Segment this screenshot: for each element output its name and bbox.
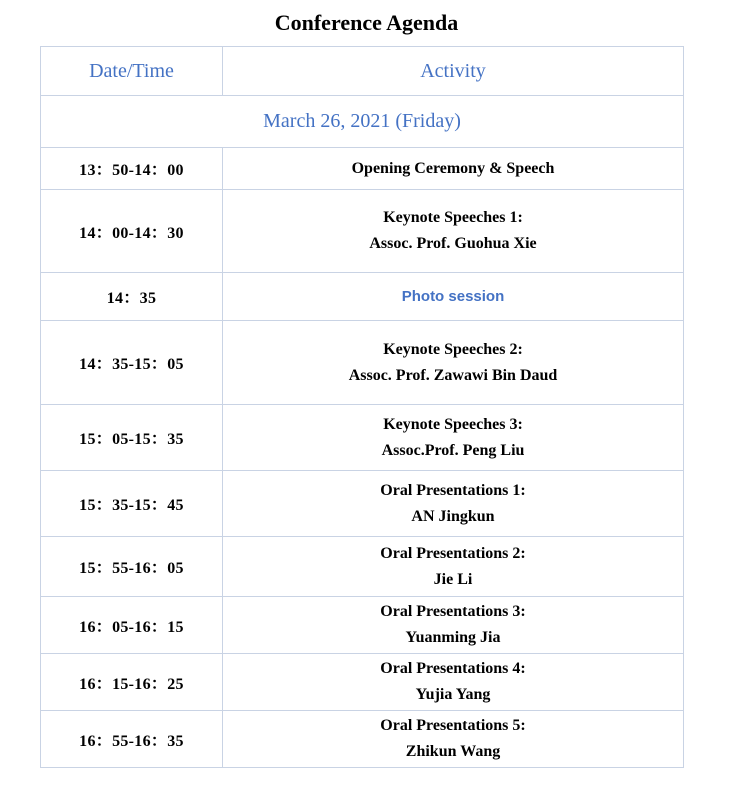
time-cell: 15：05-15：35 <box>41 405 223 471</box>
activity-cell <box>223 405 684 471</box>
activity-title: Keynote Speeches 3: <box>383 415 523 433</box>
column-header-date-time: Date/Time <box>41 47 223 96</box>
activity-title: Oral Presentations 2: <box>380 544 526 562</box>
date-label: March 26, 2021 (Friday) <box>41 96 684 148</box>
table-row <box>41 405 684 471</box>
activity-speaker: Zhikun Wang <box>405 743 501 760</box>
time-cell: 15：55-16：05 <box>41 537 223 597</box>
time-cell: 14：35-15：05 <box>41 321 223 405</box>
activity-title: Oral Presentations 3: <box>380 603 526 620</box>
activity-title: Oral Presentations 5: <box>380 717 526 734</box>
activity-title: Keynote Speeches 1: <box>383 209 523 226</box>
activity-cell <box>223 654 684 711</box>
activity-speaker: AN Jingkun <box>411 507 495 525</box>
activity-speaker: Jie Li <box>433 570 473 588</box>
activity-title: Oral Presentations 4: <box>380 660 526 677</box>
activity-cell <box>223 148 684 190</box>
time-cell: 13：50-14：00 <box>41 148 223 190</box>
table-row <box>41 537 684 597</box>
time-cell: 15：35-15：45 <box>41 471 223 537</box>
time-cell: 16：15-16：25 <box>41 654 223 711</box>
table-row <box>41 471 684 537</box>
activity-title: Opening Ceremony & Speech <box>351 159 555 177</box>
date-row <box>41 96 684 148</box>
activity-speaker: Assoc. Prof. Guohua Xie <box>369 235 537 252</box>
activity-speaker: Yuanming Jia <box>405 629 501 646</box>
table-row <box>41 711 684 768</box>
table-row <box>41 273 684 321</box>
table-row <box>41 321 684 405</box>
activity-speaker: Yujia Yang <box>415 686 491 703</box>
activity-cell <box>223 190 684 273</box>
activity-speaker: Assoc.Prof. Peng Liu <box>381 441 525 459</box>
column-header-activity: Activity <box>223 47 684 96</box>
activity-speaker: Assoc. Prof. Zawawi Bin Daud <box>348 366 558 384</box>
table-row <box>41 190 684 273</box>
activity-cell <box>223 537 684 597</box>
time-cell: 14：35 <box>41 273 223 321</box>
activity-title: Keynote Speeches 2: <box>383 340 523 358</box>
activity-title: Photo session <box>401 287 505 305</box>
time-cell: 16：55-16：35 <box>41 711 223 768</box>
table-row <box>41 654 684 711</box>
time-cell: 16：05-16：15 <box>41 597 223 654</box>
page-title: Conference Agenda <box>274 10 459 35</box>
activity-cell <box>223 711 684 768</box>
agenda-table <box>40 46 684 768</box>
activity-title: Oral Presentations 1: <box>380 481 526 499</box>
activity-cell <box>223 273 684 321</box>
time-cell: 14：00-14：30 <box>41 190 223 273</box>
activity-cell <box>223 597 684 654</box>
table-header-row <box>41 47 684 96</box>
activity-cell <box>223 471 684 537</box>
table-row <box>41 597 684 654</box>
activity-cell <box>223 321 684 405</box>
table-row <box>41 148 684 190</box>
